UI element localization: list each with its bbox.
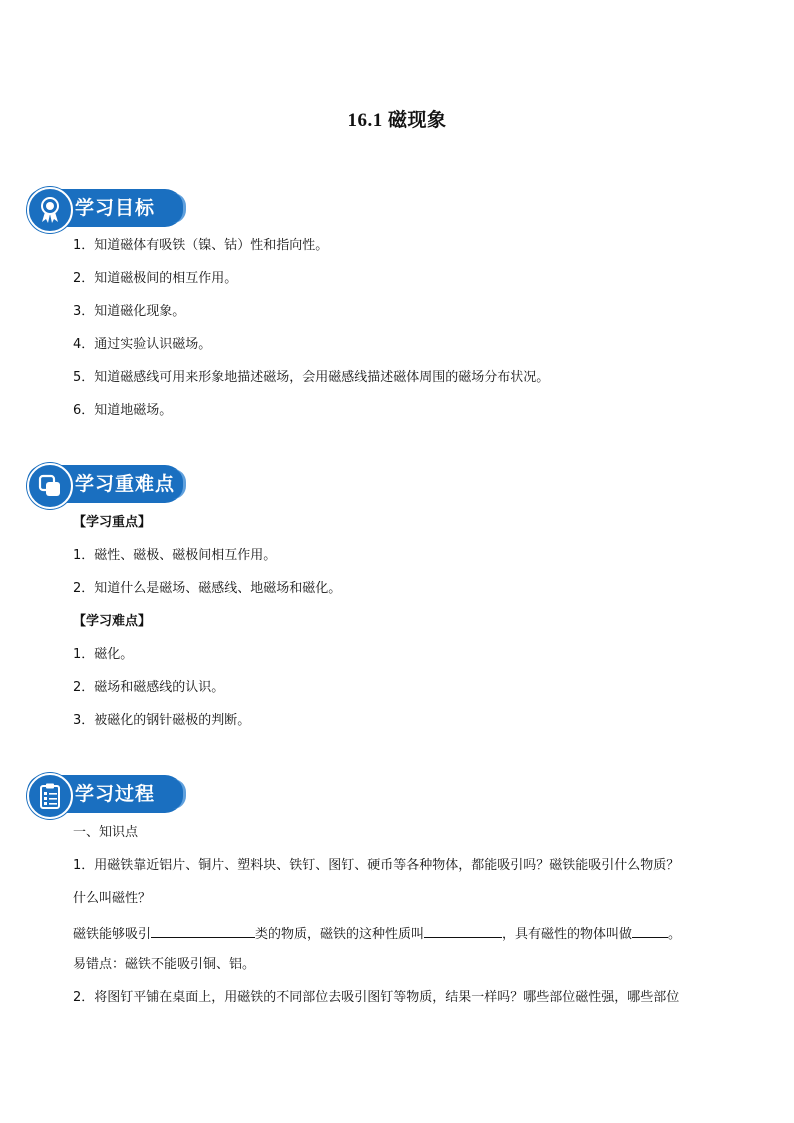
fill-text-d: 。 xyxy=(668,927,682,942)
section-title-goals: 学习目标 xyxy=(75,197,156,219)
copy-pages-icon xyxy=(27,463,73,509)
answer-blank-2[interactable] xyxy=(424,923,502,938)
fill-in-sentence xyxy=(73,923,681,944)
key-item: 2．知道什么是磁场、磁感线、地磁场和磁化。 xyxy=(73,581,342,596)
banner-tail xyxy=(173,469,186,499)
goal-item: 4．通过实验认识磁场。 xyxy=(73,337,212,352)
banner-tail xyxy=(173,193,186,223)
section-banner-process xyxy=(27,775,184,813)
section-banner-goals xyxy=(27,189,184,227)
answer-blank-3[interactable] xyxy=(632,923,668,938)
goal-item: 6．知道地磁场。 xyxy=(73,403,173,418)
difficult-item: 3．被磁化的钢针磁极的判断。 xyxy=(73,713,251,728)
goal-item: 3．知道磁化现象。 xyxy=(73,304,186,319)
key-item: 1．磁性、磁极、磁极间相互作用。 xyxy=(73,548,277,563)
answer-blank-1[interactable] xyxy=(151,923,255,938)
difficult-item: 2．磁场和磁感线的认识。 xyxy=(73,680,225,695)
process-heading: 一、知识点 xyxy=(73,825,139,840)
question-2-line-1: 2．将图钉平铺在桌面上，用磁铁的不同部位去吸引图钉等物质，结果一样吗？哪些部位磁性强，哪些部位 xyxy=(73,990,680,1005)
key-heading: 【学习重点】 xyxy=(73,515,152,530)
fill-text-c: ，具有磁性的物体叫做 xyxy=(502,927,633,942)
banner-tail xyxy=(173,779,186,809)
question-1-line-1: 1．用磁铁靠近铝片、铜片、塑料块、铁钉、图钉、硬币等各种物体，都能吸引吗？磁铁能吸引什么物质？ xyxy=(73,858,680,873)
section-banner-keypoints xyxy=(27,465,184,503)
award-ribbon-icon xyxy=(27,187,73,233)
goal-item: 2．知道磁极间的相互作用。 xyxy=(73,271,238,286)
difficult-heading: 【学习难点】 xyxy=(73,614,152,629)
page-title: 16.1 磁现象 xyxy=(347,110,447,131)
fill-text-b: 类的物质，磁铁的这种性质叫 xyxy=(255,927,425,942)
question-1-line-2: 什么叫磁性？ xyxy=(73,891,152,906)
tip-line: 易错点：磁铁不能吸引铜、铝。 xyxy=(73,957,256,972)
section-title-keypoints: 学习重难点 xyxy=(75,473,176,495)
goal-item: 5．知道磁感线可用来形象地描述磁场，会用磁感线描述磁体周围的磁场分布状况。 xyxy=(73,370,550,385)
clipboard-checklist-icon xyxy=(27,773,73,819)
fill-text-a: 磁铁能够吸引 xyxy=(73,927,152,942)
goal-item: 1．知道磁体有吸铁（镍、钴）性和指向性。 xyxy=(73,238,329,253)
difficult-item: 1．磁化。 xyxy=(73,647,134,662)
section-title-process: 学习过程 xyxy=(75,783,156,805)
